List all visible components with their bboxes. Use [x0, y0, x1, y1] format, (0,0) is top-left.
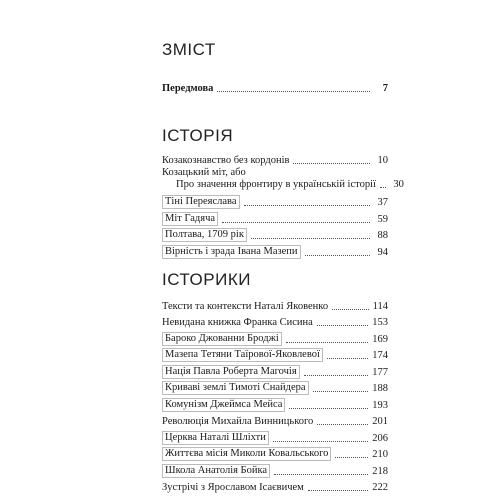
toc-entry[interactable]	[162, 329, 388, 346]
toc-entry-page: 94	[377, 246, 388, 258]
toc-entry[interactable]	[162, 166, 404, 193]
toc-entry-line2	[162, 178, 404, 191]
toc-entry-title: Полтава, 1709 рік	[162, 228, 247, 242]
toc-entry-title: Невидана книжка Франка Сисина	[162, 317, 313, 328]
toc-entry[interactable]	[162, 193, 388, 210]
historians-list	[162, 296, 388, 494]
dot-leader	[293, 163, 370, 164]
toc-entry-title: Нація Павла Роберта Магочія	[162, 365, 300, 379]
toc-entry[interactable]	[162, 242, 388, 259]
toc-entry[interactable]	[162, 226, 388, 243]
toc-entry-page: 218	[372, 465, 388, 477]
dot-leader	[317, 424, 368, 425]
toc-entry-page: 153	[372, 317, 388, 328]
toc-entry-title: Передмова	[162, 82, 214, 94]
toc-entry-page: 177	[372, 366, 388, 378]
toc-entry[interactable]	[162, 412, 388, 429]
history-heading: ІСТОРІЯ	[162, 126, 234, 145]
toc-entry-page: 37	[377, 197, 388, 208]
dot-leader	[317, 325, 368, 326]
toc-entry-page: 7	[382, 82, 388, 94]
contents-heading: ЗМІСТ	[162, 40, 216, 59]
dot-leader	[251, 238, 370, 239]
toc-entry[interactable]	[162, 296, 388, 313]
toc-entry-title: Революція Михайла Винницького	[162, 416, 314, 427]
toc-entry-page: 59	[377, 213, 388, 225]
toc-entry-page: 193	[372, 399, 388, 411]
toc-entry-title: Церква Наталі Шліхти	[162, 431, 269, 445]
toc-entry-page: 201	[372, 416, 388, 427]
contents-list	[162, 78, 388, 95]
history-list	[162, 150, 404, 259]
toc-entry-title-line1: Козацький міт, або	[162, 166, 246, 178]
toc-entry[interactable]	[162, 395, 388, 412]
historians-heading: ІСТОРИКИ	[162, 270, 251, 289]
toc-entry-title: Життєва місія Миколи Ковальського	[162, 447, 331, 461]
dot-leader	[217, 91, 370, 92]
dot-leader	[380, 187, 386, 188]
toc-entry-title: Бароко Джованни Броджі	[162, 332, 282, 346]
toc-entry-title: Комунізм Джеймса Мейса	[162, 398, 285, 412]
dot-leader	[222, 222, 370, 223]
toc-entry-title: Мазепа Тетяни Таїрової-Яковлевої	[162, 348, 323, 362]
toc-entry[interactable]	[162, 428, 388, 445]
toc-entry-page: 169	[372, 333, 388, 345]
dot-leader	[273, 441, 368, 442]
toc-entry-page: 222	[372, 482, 388, 493]
toc-entry[interactable]	[162, 478, 388, 495]
dot-leader	[335, 457, 368, 458]
toc-entry-page: 88	[377, 230, 388, 241]
toc-entry[interactable]	[162, 445, 388, 462]
toc-entry[interactable]	[162, 461, 388, 478]
dot-leader	[289, 408, 368, 409]
toc-entry[interactable]	[162, 362, 388, 379]
toc-entry-title: Міт Гадяча	[162, 212, 218, 226]
toc-entry-page: 210	[372, 449, 388, 460]
toc-entry-preface[interactable]	[162, 78, 388, 95]
dot-leader	[313, 391, 369, 392]
dot-leader	[327, 358, 368, 359]
dot-leader	[305, 255, 370, 256]
toc-entry-title: Зустрічі з Ярославом Ісаєвичем	[162, 482, 304, 493]
toc-entry-title-line2: Про значення фронтиру в українській історії	[176, 178, 376, 190]
toc-entry-title: Тіні Переяслава	[162, 195, 240, 209]
dot-leader	[244, 205, 370, 206]
dot-leader	[304, 375, 369, 376]
toc-entry[interactable]	[162, 313, 388, 330]
toc-entry-page: 174	[372, 350, 388, 361]
dot-leader	[274, 474, 368, 475]
toc-entry-page: 30	[393, 178, 404, 190]
toc-entry[interactable]	[162, 346, 388, 363]
toc-entry-page: 206	[372, 432, 388, 444]
toc-entry[interactable]	[162, 379, 388, 396]
toc-entry-page: 10	[377, 154, 388, 166]
toc-entry-title: Козакознавство без кордонів	[162, 154, 290, 166]
toc-entry-title: Тексти та контексти Наталі Яковенко	[162, 300, 329, 312]
toc-entry[interactable]	[162, 209, 388, 226]
toc-entry-title: Вірність і зрада Івана Мазепи	[162, 245, 301, 259]
toc-entry[interactable]	[162, 150, 388, 167]
toc-entry-title: Школа Анатолія Бойка	[162, 464, 270, 478]
toc-entry-page: 188	[372, 383, 388, 394]
dot-leader	[286, 342, 369, 343]
dot-leader	[308, 490, 368, 491]
dot-leader	[332, 309, 369, 310]
toc-entry-page: 114	[372, 300, 388, 312]
toc-entry-title: Криваві землі Тимоті Снайдера	[162, 381, 309, 395]
